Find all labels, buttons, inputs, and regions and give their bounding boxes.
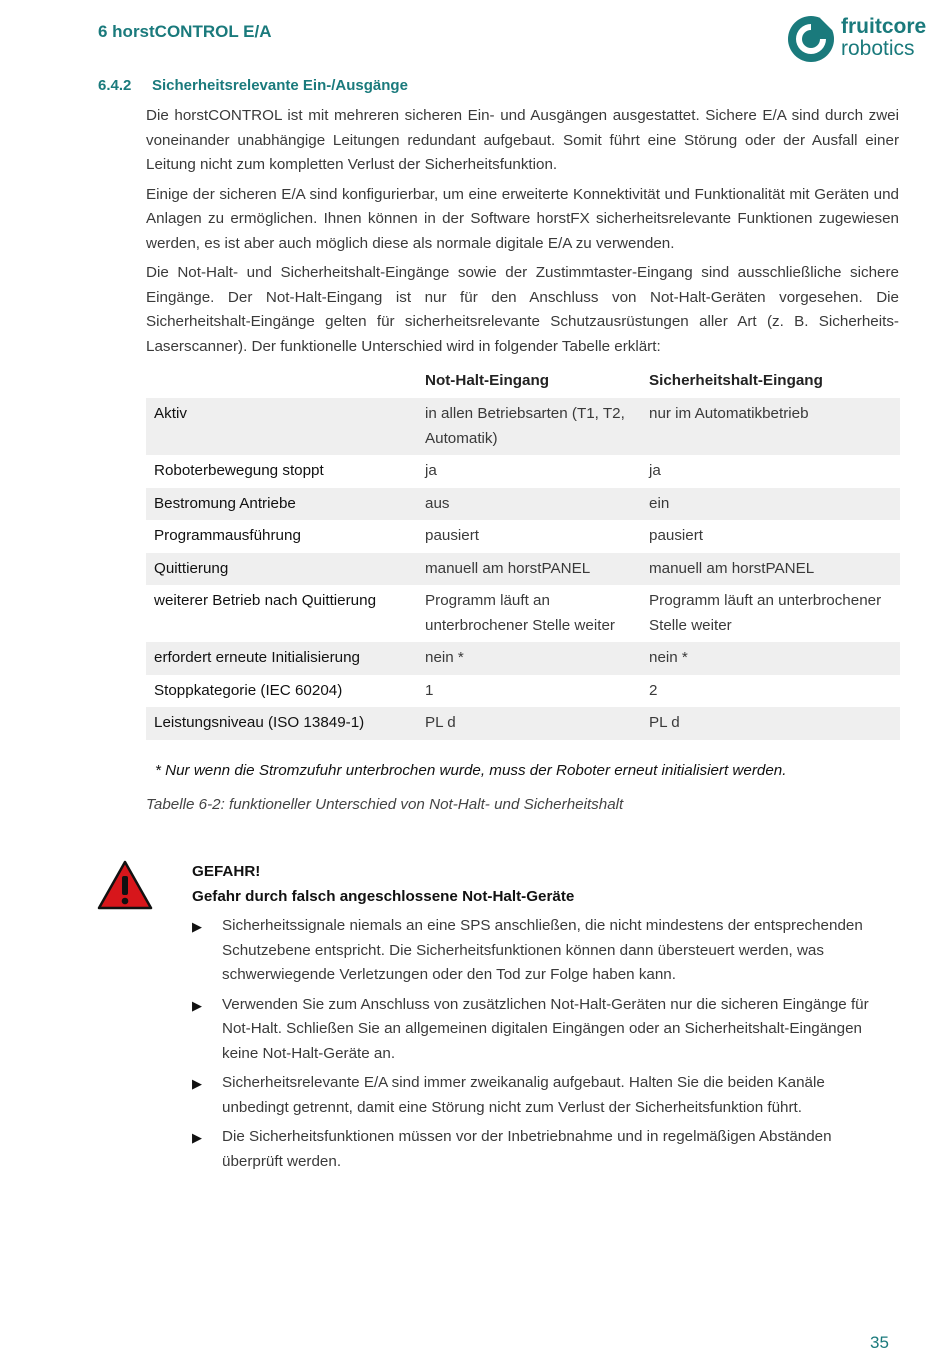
- table-row: [146, 707, 900, 740]
- bullet-arrow-icon: ▶: [192, 1130, 202, 1145]
- logo-text-robotics: robotics: [841, 37, 915, 60]
- table-cell: PL d: [417, 707, 641, 740]
- table-row-label: Programmausführung: [154, 527, 301, 544]
- table-header-cell: Sicherheitshalt-Eingang: [649, 372, 823, 389]
- table-cell: 1: [425, 681, 434, 699]
- list-item-text: Sicherheitssignale niemals an eine SPS anschließen, die nicht mindestens der entsprechenden Schutzebene entspricht. Die Sicherheitsfunktionen können dann übersteuert werden, was schwerwiegende Verletzungen oder den Tod zur Folge haben kann.: [222, 917, 863, 983]
- table-cell: Programm läuft an unterbrochener Stelle weiter: [425, 592, 615, 634]
- danger-notice: [192, 860, 892, 1179]
- table-cell: nein *: [417, 642, 641, 675]
- table-cell: Programm läuft an unterbrochener Stelle weiter: [649, 592, 882, 634]
- list-item-text: Verwenden Sie zum Anschluss von zusätzlichen Not-Halt-Geräten nur die sicheren Eingänge für Not-Halt. Schließen Sie an allgemeinen digitalen Eingängen oder an Sicherheitshalt-Eingängen keine Not-Halt-Geräte an.: [222, 995, 869, 1062]
- table-cell: in allen Betriebsarten (T1, T2, Automatik): [417, 398, 641, 455]
- danger-title: Gefahr durch falsch angeschlossene Not-Halt-Geräte: [192, 887, 575, 905]
- table-cell: manuell am horstPANEL: [641, 553, 900, 586]
- table-row-label: Aktiv: [146, 398, 417, 455]
- paragraph: Die Not-Halt- und Sicherheitshalt-Eingänge sowie der Zustimmtaster-Eingang sind ausschließliche sichere Eingänge. Der Not-Halt-Eingang ist nur für den Anschluss von Not-Halt-Geräten vorgesehen. Die Sicherheitshalt-Eingänge gelten für sicherheitsrelevante Schutzausrüstungen aller Art (z. B. Sicherheits-Laserscanner). Der funktionelle Unterschied wird in folgender Tabelle erklärt:: [146, 264, 899, 355]
- table-row-label: Stoppkategorie (IEC 60204): [154, 681, 343, 699]
- table-row: [146, 520, 900, 553]
- table-row-label: Leistungsniveau (ISO 13849-1): [146, 707, 417, 740]
- table-row-label: weiterer Betrieb nach Quittierung: [154, 592, 377, 609]
- table-footnote: * Nur wenn die Stromzufuhr unterbrochen wurde, muss der Roboter erneut initialisiert werden.: [155, 762, 787, 779]
- fruitcore-logo: [786, 14, 936, 64]
- section-title: Sicherheitsrelevante Ein-/Ausgänge: [152, 77, 408, 94]
- table-cell: ja: [425, 462, 437, 479]
- table-row-label: erfordert erneute Initialisierung: [146, 642, 417, 675]
- table-row-label: Bestromung Antriebe: [146, 488, 417, 521]
- table-row-label: Quittierung: [146, 553, 417, 586]
- table-cell: 2: [649, 681, 658, 699]
- table-row: [146, 398, 900, 455]
- danger-label: GEFAHR!: [192, 863, 261, 880]
- table-header-cell: [146, 364, 417, 398]
- list-item-text: Sicherheitsrelevante E/A sind immer zweikanalig aufgebaut. Halten Sie die beiden Kanäle unbedingt getrennt, damit eine Störung nicht zum Verlust der Sicherheitsfunktion führt.: [222, 1074, 825, 1116]
- logo-text-fruitcore: fruitcore: [841, 15, 927, 38]
- warning-triangle-icon: [97, 859, 153, 911]
- table-row: [146, 455, 900, 488]
- table-row: [146, 585, 900, 642]
- section-heading: [98, 77, 408, 94]
- danger-list: [192, 914, 892, 1174]
- table-cell: nur im Automatikbetrieb: [641, 398, 900, 455]
- section-number: 6.4.2: [98, 77, 132, 94]
- comparison-table: [146, 364, 900, 740]
- list-item: [192, 1071, 892, 1120]
- bullet-arrow-icon: ▶: [192, 997, 202, 1013]
- table-cell: pausiert: [649, 527, 704, 544]
- chapter-title: 6 horstCONTROL E/A: [98, 22, 272, 41]
- body-text: [146, 104, 899, 364]
- table-row: [146, 642, 900, 675]
- list-item: [192, 914, 892, 988]
- logo-mark-icon: [786, 14, 836, 64]
- table-cell: ja: [649, 462, 661, 479]
- paragraph: Einige der sicheren E/A sind konfigurierbar, um eine erweiterte Konnektivität und Funktionalität mit Geräten und Anlagen zu ermöglichen. Ihnen können in der Software horstFX sicherheitsrelevante Funktionen zugewiesen werden, es ist aber auch möglich diese als normale digitale E/A zu verwenden.: [146, 185, 899, 252]
- table-row: [146, 488, 900, 521]
- table-header-row: [146, 364, 900, 398]
- table-cell: nein *: [641, 642, 900, 675]
- table-cell: manuell am horstPANEL: [417, 553, 641, 586]
- table-caption: Tabelle 6-2: funktioneller Unterschied von Not-Halt- und Sicherheitshalt: [146, 796, 624, 813]
- bullet-arrow-icon: ▶: [192, 1076, 202, 1091]
- table-cell: pausiert: [425, 527, 480, 544]
- paragraph: Die horstCONTROL ist mit mehreren sicheren Ein- und Ausgängen ausgestattet. Sichere E/A sind durch zwei voneinander unabhängige Leitungen redundant aufgebaut. Somit führt eine Störung oder der Ausfall einer Leitung nicht zum kompletten Verlust der Sicherheitsfunktion.: [146, 107, 899, 173]
- list-item: [192, 993, 892, 1067]
- table-row: [146, 675, 900, 708]
- table-cell: aus: [417, 488, 641, 521]
- table-row-label: Roboterbewegung stoppt: [154, 462, 324, 479]
- table-row: [146, 553, 900, 586]
- page-number: 35: [870, 1333, 889, 1352]
- list-item: [192, 1125, 892, 1174]
- table-cell: PL d: [641, 707, 900, 740]
- list-item-text: Die Sicherheitsfunktionen müssen vor der Inbetriebnahme und in regelmäßigen Abständen überprüft werden.: [222, 1128, 832, 1170]
- table-cell: ein: [641, 488, 900, 521]
- bullet-arrow-icon: ▶: [192, 919, 202, 934]
- table-header-cell: Not-Halt-Eingang: [425, 372, 550, 389]
